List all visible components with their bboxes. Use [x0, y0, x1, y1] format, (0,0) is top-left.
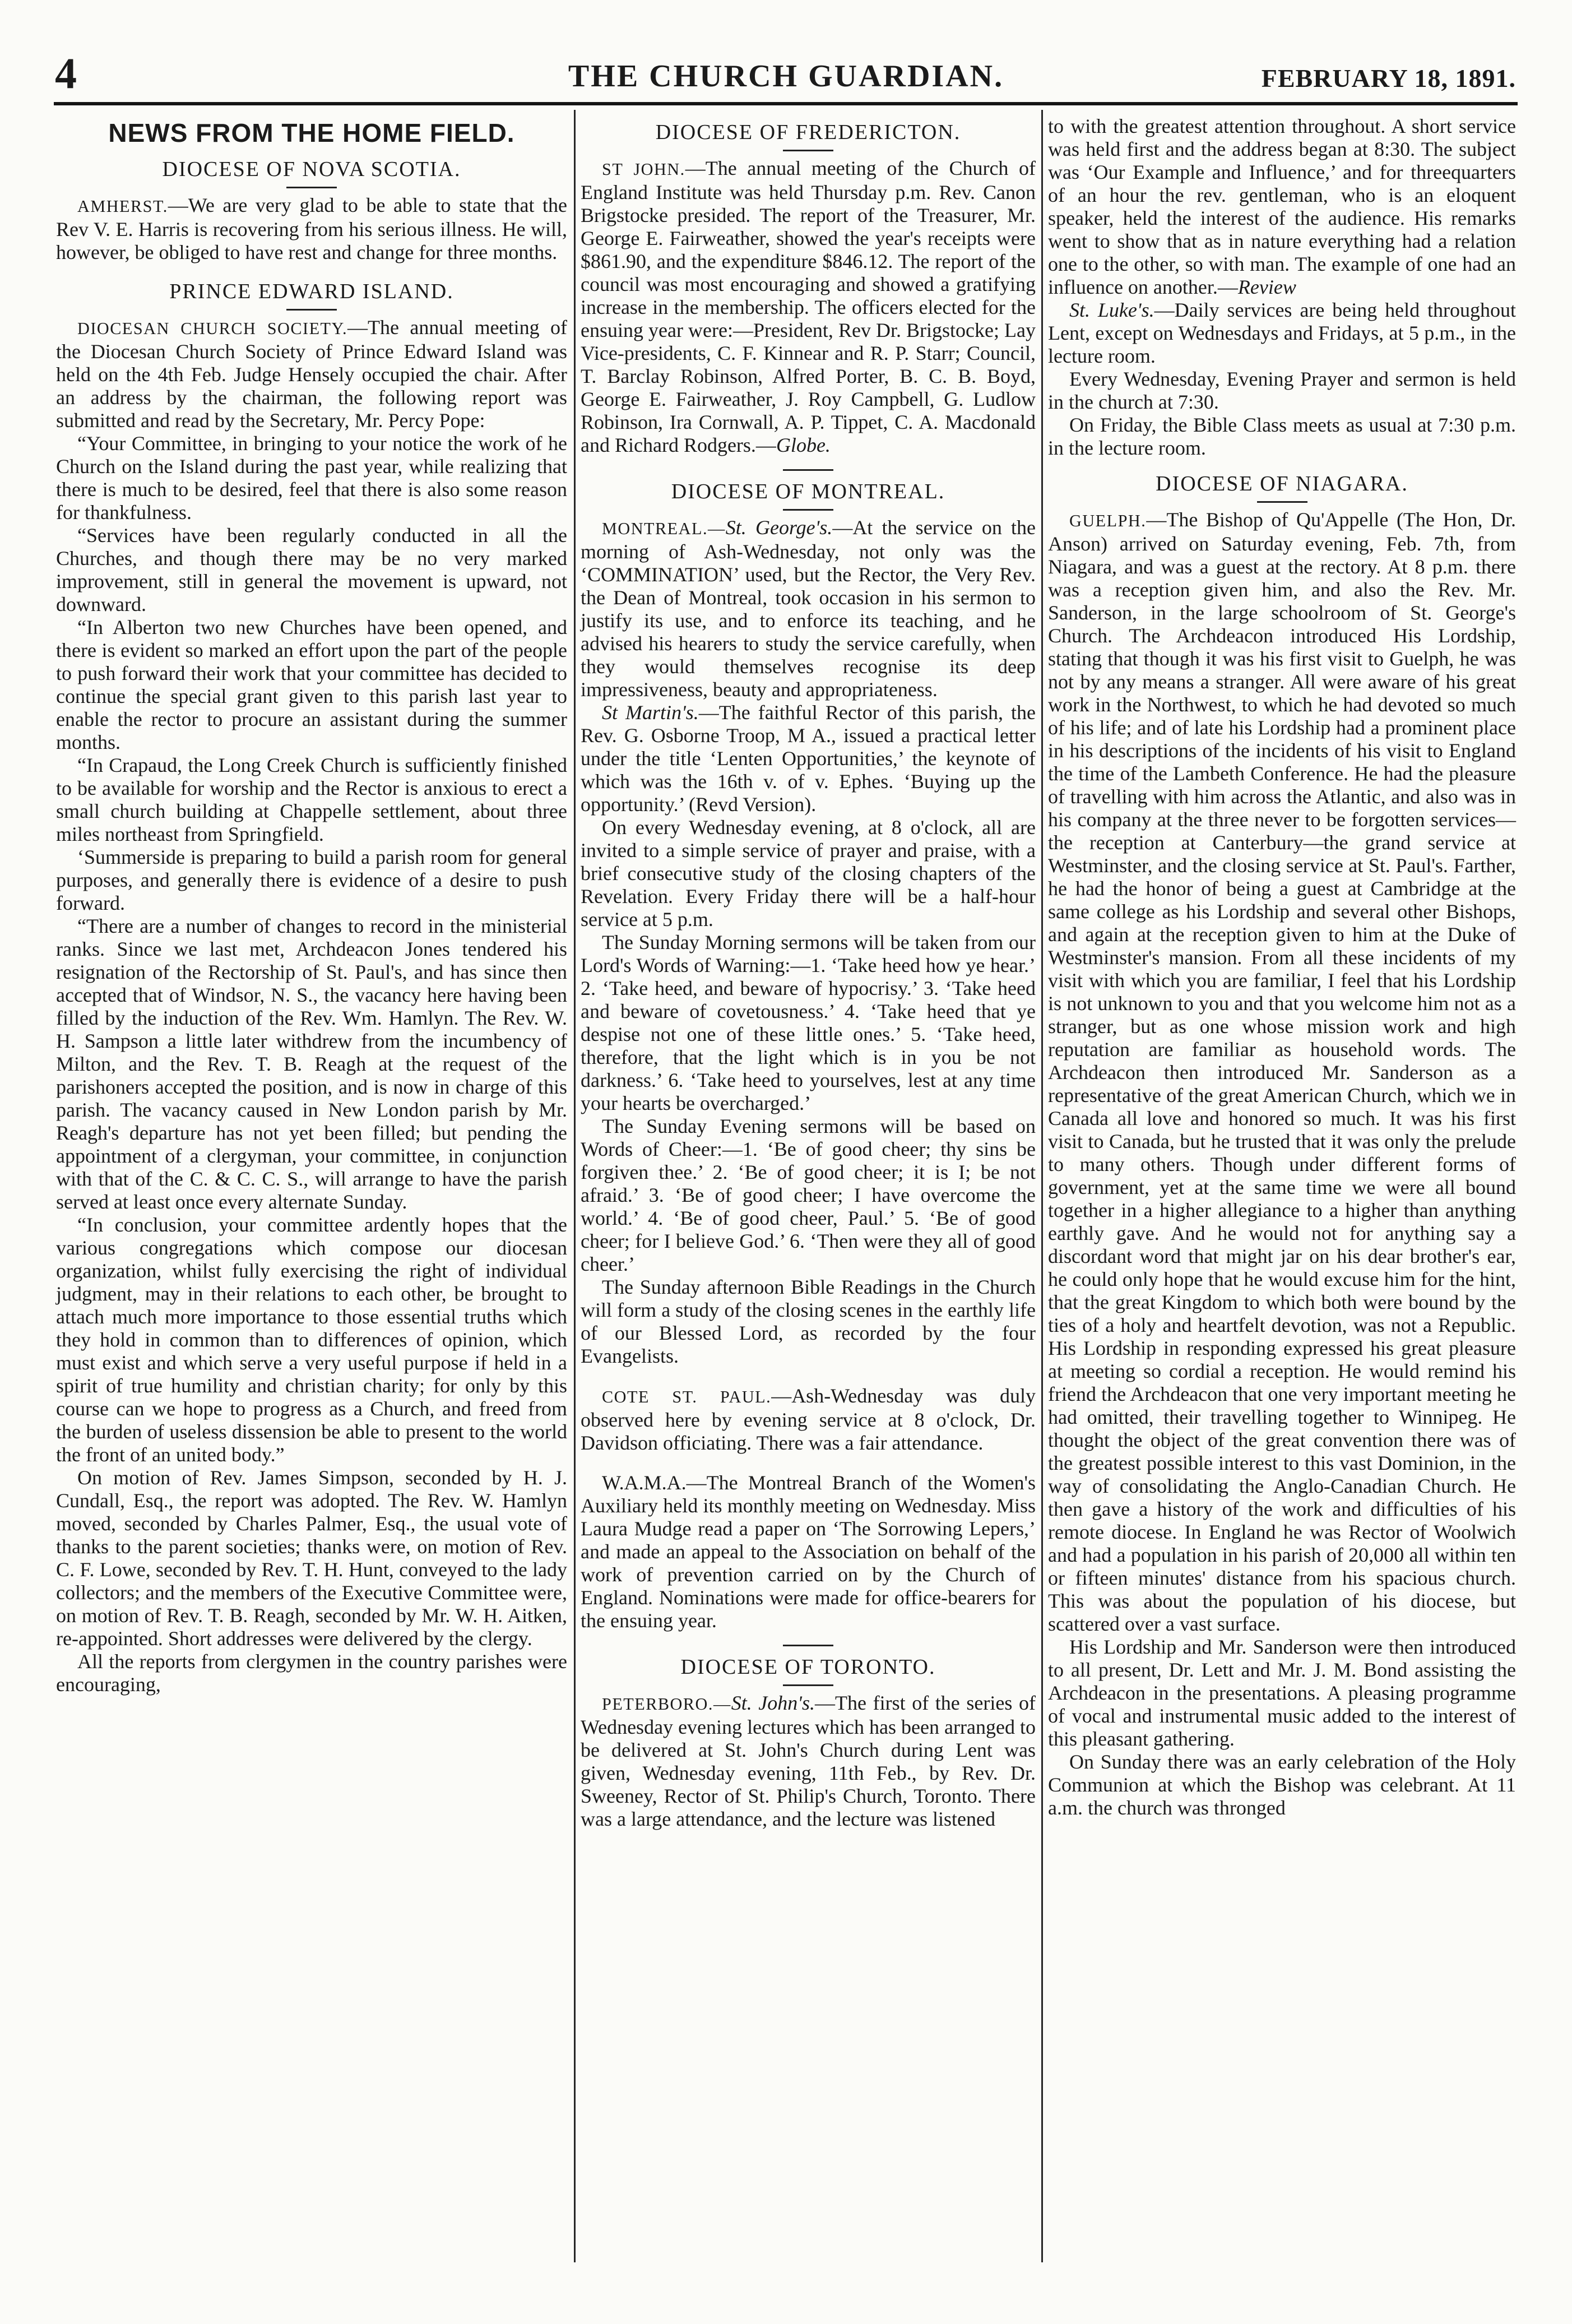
article-paragraph: “Services have been regularly conducted in all the Churches, and though there may be no very marked improvement, still in general the movement is upward, not downward. [56, 524, 567, 615]
article-paragraph: On every Wednesday evening, at 8 o'clock, all are invited to a simple service of prayer and praise, with a brief consecutive study of the closing chapters of the Revelation. Every Friday there will be a half-hour service at 5 p.m. [581, 816, 1036, 930]
heading-rule [783, 509, 833, 511]
article-paragraph [56, 194, 567, 264]
dateline: MONTREAL.— [602, 519, 726, 538]
paragraph-text: —At the service on the morning of Ash-Wednesday, not only was the ‘COMMINATION’ used, but the Rector, the Very Rev. the Dean of Montreal, took occasion in his sermon to justify its use, and to enforce its teaching, and he advised his hearers to study the service carefully, when they would themselves recognise its deep impressiveness, beauty and appropriateness. [581, 516, 1036, 701]
column-divider [1041, 110, 1043, 2262]
issue-date: FEBRUARY 18, 1891. [1261, 64, 1516, 92]
article-paragraph: His Lordship and Mr. Sanderson were then introduced to all present, Dr. Lett and Mr. J. M. Bond assisting the Archdeacon in the presentations. A pleasing programme of vocal and instrumental music added to the interest of this pleasant gathering. [1048, 1636, 1516, 1750]
section-title: NEWS FROM THE HOME FIELD. [108, 118, 515, 147]
diocese-heading-niagara: DIOCESE OF NIAGARA. [1156, 472, 1408, 496]
paragraph-text: —We are very glad to be able to state that the Rev V. E. Harris is recovering from his serious illness. He will, however, be obliged to have rest and change for three months. [56, 194, 567, 263]
article-paragraph: W.A.M.A.—The Montreal Branch of the Women's Auxiliary held its monthly meeting on Wednesday. Miss Laura Mudge read a paper on ‘The Sorrowing Lepers,’ and made an appeal to the Association on behalf of the work of prevention carried on by the Church of England. Nominations were made for office-bearers for the ensuing year. [581, 1471, 1036, 1632]
article-paragraph [581, 157, 1036, 457]
heading-rule [286, 187, 337, 188]
article-paragraph [581, 1385, 1036, 1455]
article-paragraph: All the reports from clergymen in the country parishes were encouraging, [56, 1650, 567, 1696]
dateline: AMHERST. [77, 197, 168, 216]
paragraph-text: —Daily services are being held throughout Lent, except on Wednesdays and Fridays, at 5 p.m., in the lecture room. [1048, 299, 1516, 367]
article-paragraph: “In Alberton two new Churches have been opened, and there is evident so marked an effort upon the part of the people to push forward their work that your committee has decided to continue the special grant given to this parish last year to enable the rector to procure an assistant during the summer months. [56, 616, 567, 753]
article-paragraph [56, 316, 567, 432]
dateline: PETERBORO.— [602, 1695, 731, 1714]
article-paragraph: ‘Summerside is preparing to build a parish room for general purposes, and generally there is evidence of a desire to push forward. [56, 846, 567, 914]
column-2 [581, 115, 1036, 1831]
dateline: DIOCESAN CHURCH SOCIETY. [77, 319, 348, 338]
heading-rule [783, 469, 833, 471]
heading-rule [783, 150, 833, 151]
article-paragraph [1048, 115, 1516, 299]
paragraph-text: —The annual meeting of the Church of England Institute was held Thursday p.m. Rev. Canon Brigstocke presided. The report of the Treasurer, Mr. George E. Fairweather, showed the year's receipts were $861.90, and the expenditure $846.12. The report of the council was most encouraging and showed a gratifying increase in the membership. The officers elected for the ensuing year were:—President, Rev Dr. Brigstocke; Lay Vice-presidents, C. F. Kinnear and R. P. Starr; Council, T. Barclay Robinson, Alfred Porter, B. C. B. Boyd, George E. Fairweather, J. Roy Campbell, G. Ludlow Robinson, Ira Cornwall, A. P. Tippet, C. A. Macdonald and Richard Rodgers.— [581, 157, 1036, 456]
dateline: ST JOHN. [602, 160, 685, 179]
paragraph-text: —The faithful Rector of this parish, the Rev. G. Osborne Troop, M A., issued a practical letter under the title ‘Lenten Opportunities,’ the keynote of which was the 16th v. of v. Ephes. ‘Buying up the opportunity.’ (Revd Version). [581, 701, 1036, 816]
source-credit: Globe. [776, 434, 831, 456]
article-paragraph [581, 701, 1036, 816]
heading-rule [783, 1645, 833, 1646]
diocese-heading-toronto: DIOCESE OF TORONTO. [680, 1655, 936, 1679]
header-rule [54, 102, 1518, 105]
dateline: COTE ST. PAUL. [602, 1387, 772, 1406]
diocese-heading-montreal: DIOCESE OF MONTREAL. [671, 480, 945, 503]
heading-rule [286, 309, 337, 311]
article-paragraph [1048, 299, 1516, 368]
article-paragraph [581, 516, 1036, 701]
article-paragraph: On Sunday there was an early celebration of the Holy Communion at which the Bishop was celebrant. At 11 a.m. the church was thronged [1048, 1751, 1516, 1819]
article-paragraph: The Sunday Morning sermons will be taken from our Lord's Words of Warning:—1. ‘Take heed how ye hear.’ 2. ‘Take heed, and beware of hypocrisy.’ 3. ‘Take heed and beware of covetousness.’ 4. ‘Take heed that ye despise not one of these little ones.’ 5. ‘Take heed, therefore, that the light which is in you be not darkness.’ 6. ‘Take heed to yourselves, lest at any time your hearts be overcharged.’ [581, 931, 1036, 1114]
page-number: 4 [55, 49, 77, 98]
paragraph-text: —The first of the series of Wednesday evening lectures which has been arranged to be delivered at St. John's Church during Lent was given, Wednesday evening, 11th Feb., by Rev. Dr. Sweeney, Rector of St. Philip's Church, Toronto. There was a large attendance, and the lecture was listened [581, 1692, 1036, 1830]
column-1 [56, 115, 567, 1696]
article-paragraph: “In conclusion, your committee ardently hopes that the various congregations which compose our diocesan organization, whilst fully exercising the right of individual judgment, may in their relations to each other, be brought to attach much more importance to those essential truths which they hold in common than to differences of opinion, which must exist and which serve a very useful purpose if held in a spirit of true humility and christian charity; for only by this course can we hope to progress as a Church, and freed from the burden of useless dissension be able to present to the world the front of an united body.” [56, 1214, 567, 1466]
column-divider [574, 110, 576, 2262]
parish-name: St. John's. [731, 1692, 815, 1714]
article-paragraph: “In Crapaud, the Long Creek Church is sufficiently finished to be available for worship and the Rector is anxious to erect a small church building at Chappelle settlement, about three miles northeast from Springfield. [56, 754, 567, 845]
article-paragraph [581, 1692, 1036, 1831]
heading-rule [1257, 501, 1307, 503]
diocese-heading-nova-scotia: DIOCESE OF NOVA SCOTIA. [162, 158, 461, 181]
paragraph-text: —Ash-Wednesday was duly observed here by evening service at 8 o'clock, Dr. Davidson officiating. There was a fair attendance. [581, 1385, 1036, 1454]
article-paragraph: The Sunday Evening sermons will be based on Words of Cheer:—1. ‘Be of good cheer; thy sins be forgiven thee.’ 2. ‘Be of good cheer; it is I; be not afraid.’ 3. ‘Be of good cheer; I have overcome the world.’ 4. ‘Be of good cheer, Paul.’ 5. ‘Be of good cheer; for I believe God.’ 6. ‘Then were they all of good cheer.’ [581, 1115, 1036, 1275]
diocese-heading-fredericton: DIOCESE OF FREDERICTON. [655, 121, 961, 144]
dateline: GUELPH. [1069, 511, 1147, 530]
article-paragraph: On Friday, the Bible Class meets as usual at 7:30 p.m. in the lecture room. [1048, 414, 1516, 459]
column-3 [1048, 115, 1516, 1820]
article-paragraph [1048, 508, 1516, 1636]
paragraph-text: to with the greatest attention throughout. A short service was held first and the address began at 8:30. The subject was ‘Our Example and Influence,’ and for threequarters of an hour the rev. gentleman, who is an eloquent speaker, held the interest of the audience. His remarks went to show that as in nature everything had a relation one to the other, so with man. The example of one had an influence on another.— [1048, 115, 1516, 298]
article-paragraph: “There are a number of changes to record in the ministerial ranks. Since we last met, Archdeacon Jones tendered his resignation of the Rectorship of St. Paul's, and has since then accepted that of Windsor, N. S., the vacancy here having been filled by the induction of the Rev. Wm. Hamlyn. The Rev. W. H. Sampson a little later withdrew from the incumbency of Milton, and the Rev. T. B. Reagh at the request of the parishoners accepted the position, and is now in charge of this parish. The vacancy caused in New London parish by Mr. Reagh's departure has not yet been filled; but pending the appointment of a clergyman, your committee, in conjunction with that of the C. & C. C. S., will arrange to have the parish served at least once every alternate Sunday. [56, 915, 567, 1213]
article-paragraph: The Sunday afternoon Bible Readings in the Church will form a study of the closing scenes in the earthly life of our Blessed Lord, as recorded by the four Evangelists. [581, 1276, 1036, 1367]
heading-rule [783, 1684, 833, 1686]
paragraph-text: —The annual meeting of the Diocesan Church Society of Prince Edward Island was held on the 4th Feb. Judge Hensely occupied the chair. After an address by the chairman, the following report was submitted and read by the Secretary, Mr. Percy Pope: [56, 316, 567, 432]
masthead-title: THE CHURCH GUARDIAN. [568, 59, 1004, 94]
article-paragraph: Every Wednesday, Evening Prayer and sermon is held in the church at 7:30. [1048, 368, 1516, 413]
article-paragraph: On motion of Rev. James Simpson, seconded by H. J. Cundall, Esq., the report was adopted. The Rev. W. Hamlyn moved, seconded by Charles Palmer, Esq., the usual vote of thanks to the parent societies; thanks were, on motion of Rev. C. F. Lowe, seconded by Rev. T. H. Hunt, conveyed to the lady collectors; and the members of the Executive Committee were, on motion of Rev. T. B. Reagh, seconded by Mr. W. H. Aitken, re-appointed. Short addresses were delivered by the clergy. [56, 1466, 567, 1650]
diocese-heading-prince-edward-island: PRINCE EDWARD ISLAND. [169, 280, 454, 303]
source-credit: Review [1237, 276, 1296, 298]
article-paragraph: “Your Committee, in bringing to your notice the work of he Church on the Island during the past year, while realizing that there is much to be desired, feel that there is also some reason for thankfulness. [56, 432, 567, 524]
paragraph-text: —The Bishop of Qu'Appelle (The Hon, Dr. Anson) arrived on Saturday evening, Feb. 7th, from Niagara, and was a guest at the rectory. At 8 p.m. there was a reception given him, and also the Rev. Mr. Sanderson, in the large schoolroom of St. George's Church. The Archdeacon introduced His Lordship, stating that though it was his first visit to Guelph, he was not by any means a stranger. All were aware of his great work in the Northwest, to which he had devoted so much of his life; and of late his Lordship had a prominent place in his descriptions of the incidents of his visit to England the time of the Lambeth Conference. He had the pleasure of travelling with him across the Atlantic, and also was in his company at the three never to be forgotten services—the reception at Canterbury—the grand service at Westminster, and the closing service at St. Paul's. Farther, he had the honor of being a guest at Cambridge at the same college as his Lordship and several other Bishops, and again at the reception given to him at the Duke of Westminster's mansion. From all these incidents of my visit with which you are familiar, I feel that his Lordship is not unknown to you and that you welcome him not as a stranger, but as one whose mission work and high reputation are familiar as household words. The Archdeacon then introduced Mr. Sanderson as a representative of the great American Church, which we in Canada all love and honored so much. It was his first visit to Canada, but he trusted that it was only the prelude to many others. Though under different forms of government, yet at the same time we were all bound together in a higher allegiance to a higher than anything earthly gave. And he would not for anything say a discordant word that might jar on his dear brother's ear, he could only hope that he would excuse him for the hint, that the great Kingdom to which both were bound by the ties of a holy and heartfelt devotion, was not a Republic. His Lordship in responding expressed his great pleasure at meeting so cordial a reception. He would remind his friend the Archdeacon that one very important meeting he had omitted, their travelling together to Winnipeg. He thought the object of the great convention there was of the greatest possible interest to this vast Dominion, in the way of consolidating the Anglo-Canadian Church. He then gave a history of the work and difficulties of his remote diocese. In England he was Rector of Woolwich and had a population in his parish of 20,000 all within ten or fifteen minutes' distance from his spacious church. This was about the population of his diocese, but scattered over a vast surface. [1048, 508, 1516, 1635]
parish-name: St Martin's. [602, 701, 699, 724]
parish-name: St. George's. [725, 516, 833, 539]
parish-name: St. Luke's. [1069, 299, 1154, 321]
